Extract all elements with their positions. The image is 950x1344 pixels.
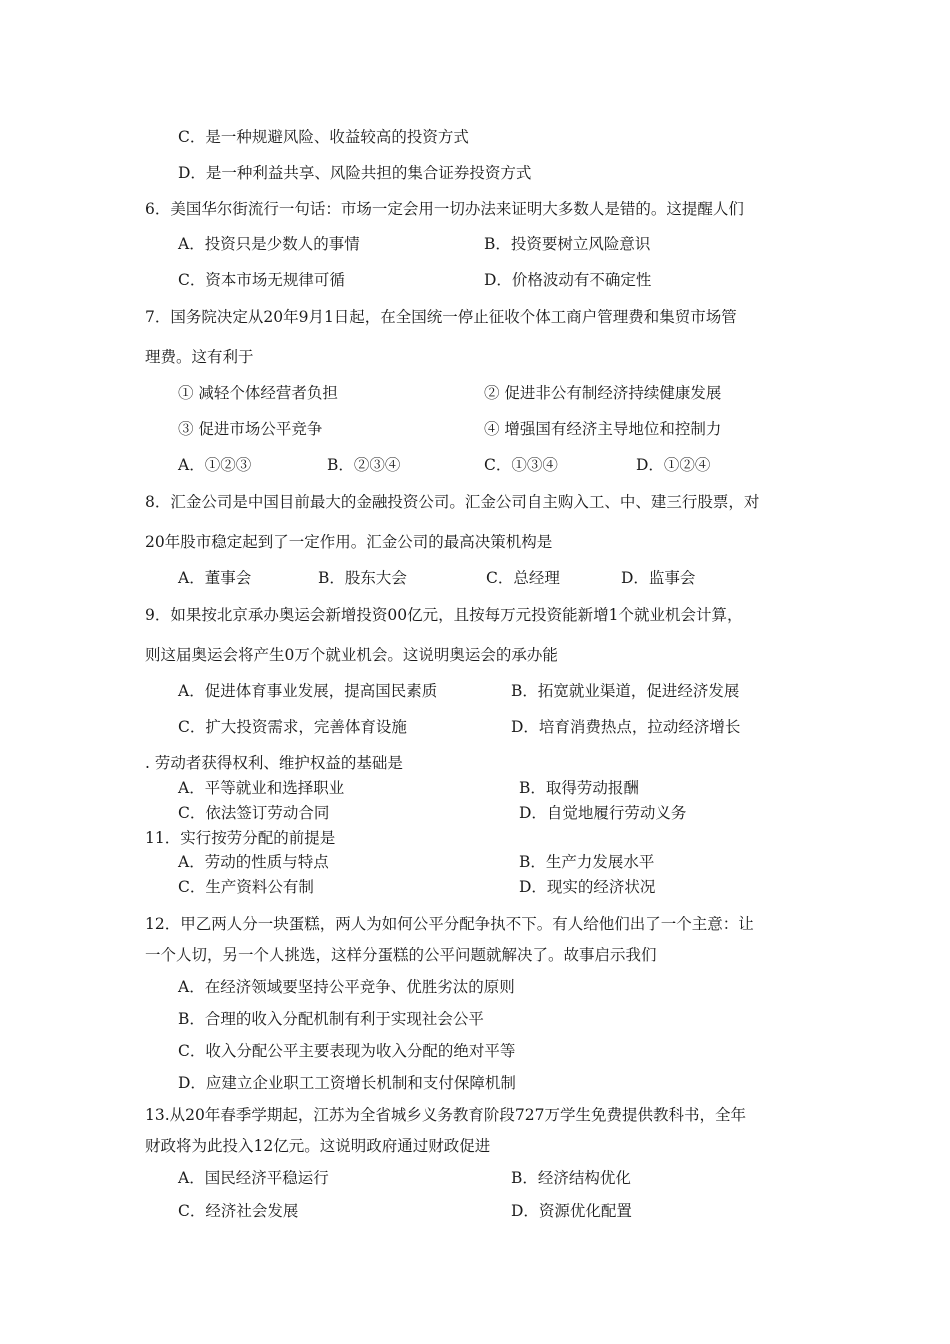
q5-option-d: D．是一种利益共享、风险共担的集合证券投资方式 — [178, 164, 532, 182]
q7-option-d: D．①②④ — [636, 456, 711, 474]
q13-stem-line2: 财政将为此投入12亿元。这说明政府通过财政促进 — [145, 1137, 491, 1155]
q10-option-b: B．取得劳动报酬 — [519, 779, 639, 797]
q12-option-b: B．合理的收入分配机制有利于实现社会公平 — [178, 1010, 484, 1028]
q13-stem-line1: 13.从20年春季学期起，江苏为全省城乡义务教育阶段727万学生免费提供教科书，全年 — [145, 1106, 746, 1124]
q6-option-c: C．资本市场无规律可循 — [178, 271, 345, 289]
q11-option-a: A．劳动的性质与特点 — [178, 853, 329, 871]
q6-option-a: A．投资只是少数人的事情 — [178, 235, 360, 253]
q10-option-c: C．依法签订劳动合同 — [178, 804, 330, 822]
q9-option-c: C．扩大投资需求，完善体育设施 — [178, 718, 407, 736]
q11-option-c: C．生产资料公有制 — [178, 878, 314, 896]
q8-stem-line1: 8．汇金公司是中国目前最大的金融投资公司。汇金公司自主购入工、中、建三行股票，对 — [145, 493, 760, 511]
q7-stem-line1: 7．国务院决定从20年9月1日起，在全国统一停止征收个体工商户管理费和集贸市场管 — [145, 308, 737, 326]
q6-option-b: B．投资要树立风险意识 — [484, 235, 651, 253]
q10-option-a: A．平等就业和选择职业 — [178, 779, 345, 797]
q11-stem: 11．实行按劳分配的前提是 — [145, 829, 336, 847]
q13-option-a: A．国民经济平稳运行 — [178, 1169, 329, 1187]
q6-stem: 6．美国华尔街流行一句话：市场一定会用一切办法来证明大多数人是错的。这提醒人们 — [145, 200, 744, 218]
q7-statement-3: ③ 促进市场公平竞争 — [178, 420, 323, 438]
q5-option-c: C．是一种规避风险、收益较高的投资方式 — [178, 128, 469, 146]
q7-option-b: B．②③④ — [327, 456, 401, 474]
q10-option-d: D．自觉地履行劳动义务 — [519, 804, 687, 822]
q11-option-d: D．现实的经济状况 — [519, 878, 656, 896]
q9-option-b: B．拓宽就业渠道，促进经济发展 — [511, 682, 740, 700]
q13-option-c: C．经济社会发展 — [178, 1202, 299, 1220]
q13-option-b: B．经济结构优化 — [511, 1169, 631, 1187]
q12-option-a: A．在经济领域要坚持公平竞争、优胜劣汰的原则 — [178, 978, 515, 996]
q9-stem-line1: 9．如果按北京承办奥运会新增投资00亿元，且按每万元投资能新增1个就业机会计算， — [145, 606, 743, 624]
q12-option-c: C．收入分配公平主要表现为收入分配的绝对平等 — [178, 1042, 516, 1060]
q13-option-d: D．资源优化配置 — [511, 1202, 632, 1220]
q7-statement-1: ① 减轻个体经营者负担 — [178, 384, 338, 402]
q9-stem-line2: 则这届奥运会将产生0万个就业机会。这说明奥运会的承办能 — [145, 646, 558, 664]
q8-option-c: C．总经理 — [486, 569, 560, 587]
q7-option-c: C．①③④ — [484, 456, 558, 474]
q12-stem-line1: 12．甲乙两人分一块蛋糕，两人为如何公平分配争执不下。有人给他们出了一个主意：让 — [145, 915, 754, 933]
q9-option-a: A．促进体育事业发展，提高国民素质 — [178, 682, 438, 700]
q11-option-b: B．生产力发展水平 — [519, 853, 655, 871]
q12-stem-line2: 一个人切，另一个人挑选，这样分蛋糕的公平问题就解决了。故事启示我们 — [145, 946, 657, 964]
q8-option-a: A．董事会 — [178, 569, 252, 587]
q6-option-d: D．价格波动有不确定性 — [484, 271, 652, 289]
q10-stem: . 劳动者获得权利、维护权益的基础是 — [145, 754, 403, 772]
q9-option-d: D．培育消费热点，拉动经济增长 — [511, 718, 741, 736]
q12-option-d: D．应建立企业职工工资增长机制和支付保障机制 — [178, 1074, 516, 1092]
q8-option-d: D．监事会 — [621, 569, 696, 587]
q8-option-b: B．股东大会 — [318, 569, 407, 587]
q7-stem-line2: 理费。这有利于 — [145, 348, 254, 366]
q8-stem-line2: 20年股市稳定起到了一定作用。汇金公司的最高决策机构是 — [145, 533, 553, 551]
q7-option-a: A．①②③ — [178, 456, 252, 474]
q7-statement-4: ④ 增强国有经济主导地位和控制力 — [484, 420, 722, 438]
q7-statement-2: ② 促进非公有制经济持续健康发展 — [484, 384, 722, 402]
